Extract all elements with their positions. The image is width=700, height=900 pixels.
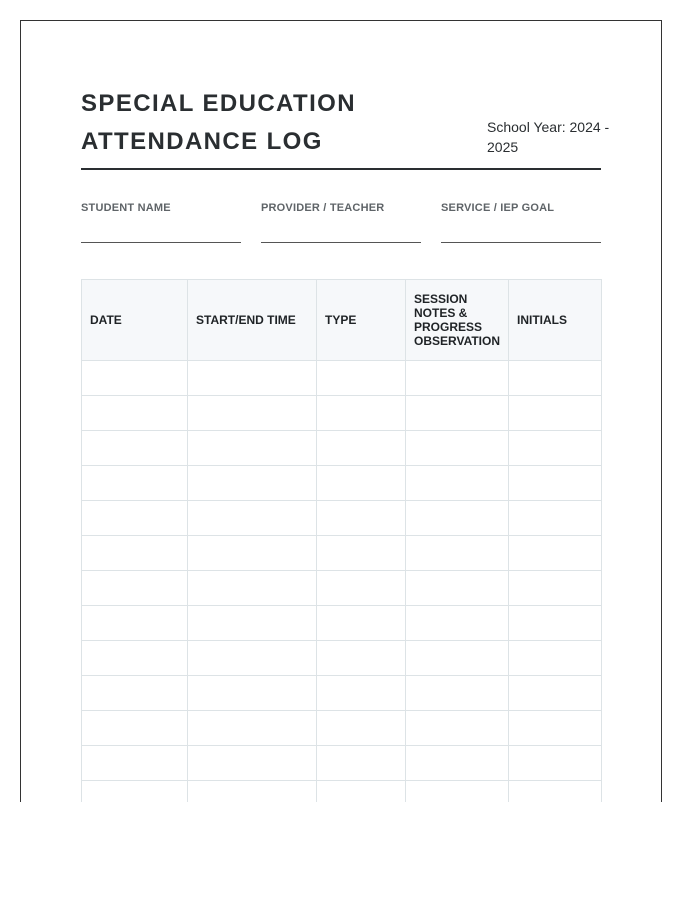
cell-type[interactable] <box>317 606 406 641</box>
cell-time[interactable] <box>188 781 317 803</box>
cell-date[interactable] <box>82 711 188 746</box>
table-row <box>82 396 602 431</box>
cell-date[interactable] <box>82 571 188 606</box>
cell-type[interactable] <box>317 711 406 746</box>
provider-teacher-label: PROVIDER / TEACHER <box>261 202 385 214</box>
header-session-notes: SESSION NOTES & PROGRESS OBSERVATION <box>406 280 509 361</box>
page-title <box>81 85 356 161</box>
school-year: School Year: 2024 - 2025 <box>487 119 610 155</box>
cell-notes[interactable] <box>406 641 509 676</box>
cell-type[interactable] <box>317 781 406 803</box>
table-row <box>82 676 602 711</box>
cell-date[interactable] <box>82 781 188 803</box>
cell-type[interactable] <box>317 466 406 501</box>
attendance-log-page <box>20 20 662 802</box>
table-row <box>82 571 602 606</box>
cell-initials[interactable] <box>509 571 602 606</box>
table-row <box>82 536 602 571</box>
cell-type[interactable] <box>317 431 406 466</box>
cell-notes[interactable] <box>406 606 509 641</box>
cell-initials[interactable] <box>509 781 602 803</box>
cell-time[interactable] <box>188 676 317 711</box>
cell-initials[interactable] <box>509 676 602 711</box>
table-row <box>82 606 602 641</box>
cell-time[interactable] <box>188 396 317 431</box>
cell-initials[interactable] <box>509 711 602 746</box>
cell-time[interactable] <box>188 466 317 501</box>
student-name-line[interactable] <box>81 242 241 243</box>
cell-notes[interactable] <box>406 361 509 396</box>
provider-teacher-line[interactable] <box>261 242 421 243</box>
cell-date[interactable] <box>82 536 188 571</box>
service-iep-goal-label: SERVICE / IEP GOAL <box>441 202 555 214</box>
table-row <box>82 361 602 396</box>
cell-notes[interactable] <box>406 466 509 501</box>
cell-time[interactable] <box>188 536 317 571</box>
cell-notes[interactable] <box>406 536 509 571</box>
attendance-table <box>81 279 602 802</box>
cell-notes[interactable] <box>406 676 509 711</box>
cell-type[interactable] <box>317 746 406 781</box>
cell-date[interactable] <box>82 361 188 396</box>
cell-time[interactable] <box>188 501 317 536</box>
cell-time[interactable] <box>188 571 317 606</box>
service-iep-goal-field[interactable] <box>441 202 601 243</box>
cell-notes[interactable] <box>406 781 509 803</box>
cell-type[interactable] <box>317 641 406 676</box>
table-row <box>82 781 602 803</box>
table-row <box>82 711 602 746</box>
cell-notes[interactable] <box>406 501 509 536</box>
table-row <box>82 501 602 536</box>
table-row <box>82 431 602 466</box>
cell-time[interactable] <box>188 711 317 746</box>
cell-date[interactable] <box>82 466 188 501</box>
title-line-1: SPECIAL EDUCATION <box>81 90 356 117</box>
cell-notes[interactable] <box>406 746 509 781</box>
cell-notes[interactable] <box>406 711 509 746</box>
cell-type[interactable] <box>317 361 406 396</box>
cell-date[interactable] <box>82 396 188 431</box>
cell-initials[interactable] <box>509 746 602 781</box>
header-start-end-time: START/END TIME <box>188 280 317 361</box>
cell-type[interactable] <box>317 536 406 571</box>
cell-initials[interactable] <box>509 466 602 501</box>
cell-initials[interactable] <box>509 431 602 466</box>
cell-time[interactable] <box>188 641 317 676</box>
header-divider <box>81 168 601 170</box>
cell-date[interactable] <box>82 676 188 711</box>
header-initials: INITIALS <box>509 280 602 361</box>
cell-notes[interactable] <box>406 571 509 606</box>
cell-date[interactable] <box>82 501 188 536</box>
cell-initials[interactable] <box>509 536 602 571</box>
table-row <box>82 466 602 501</box>
cell-time[interactable] <box>188 431 317 466</box>
cell-type[interactable] <box>317 676 406 711</box>
student-name-label: STUDENT NAME <box>81 202 171 214</box>
header-date: DATE <box>82 280 188 361</box>
student-name-field[interactable] <box>81 202 241 243</box>
cell-notes[interactable] <box>406 396 509 431</box>
title-line-2: ATTENDANCE LOG <box>81 128 323 155</box>
cell-date[interactable] <box>82 606 188 641</box>
cell-notes[interactable] <box>406 431 509 466</box>
cell-initials[interactable] <box>509 361 602 396</box>
cell-initials[interactable] <box>509 396 602 431</box>
cell-date[interactable] <box>82 431 188 466</box>
header-type: TYPE <box>317 280 406 361</box>
service-iep-goal-line[interactable] <box>441 242 601 243</box>
cell-date[interactable] <box>82 746 188 781</box>
cell-date[interactable] <box>82 641 188 676</box>
cell-initials[interactable] <box>509 606 602 641</box>
cell-time[interactable] <box>188 746 317 781</box>
cell-initials[interactable] <box>509 641 602 676</box>
cell-initials[interactable] <box>509 501 602 536</box>
cell-type[interactable] <box>317 571 406 606</box>
cell-time[interactable] <box>188 606 317 641</box>
provider-teacher-field[interactable] <box>261 202 421 243</box>
cell-type[interactable] <box>317 501 406 536</box>
cell-time[interactable] <box>188 361 317 396</box>
table-row <box>82 641 602 676</box>
table-header-row <box>82 280 602 361</box>
table-row <box>82 746 602 781</box>
cell-type[interactable] <box>317 396 406 431</box>
